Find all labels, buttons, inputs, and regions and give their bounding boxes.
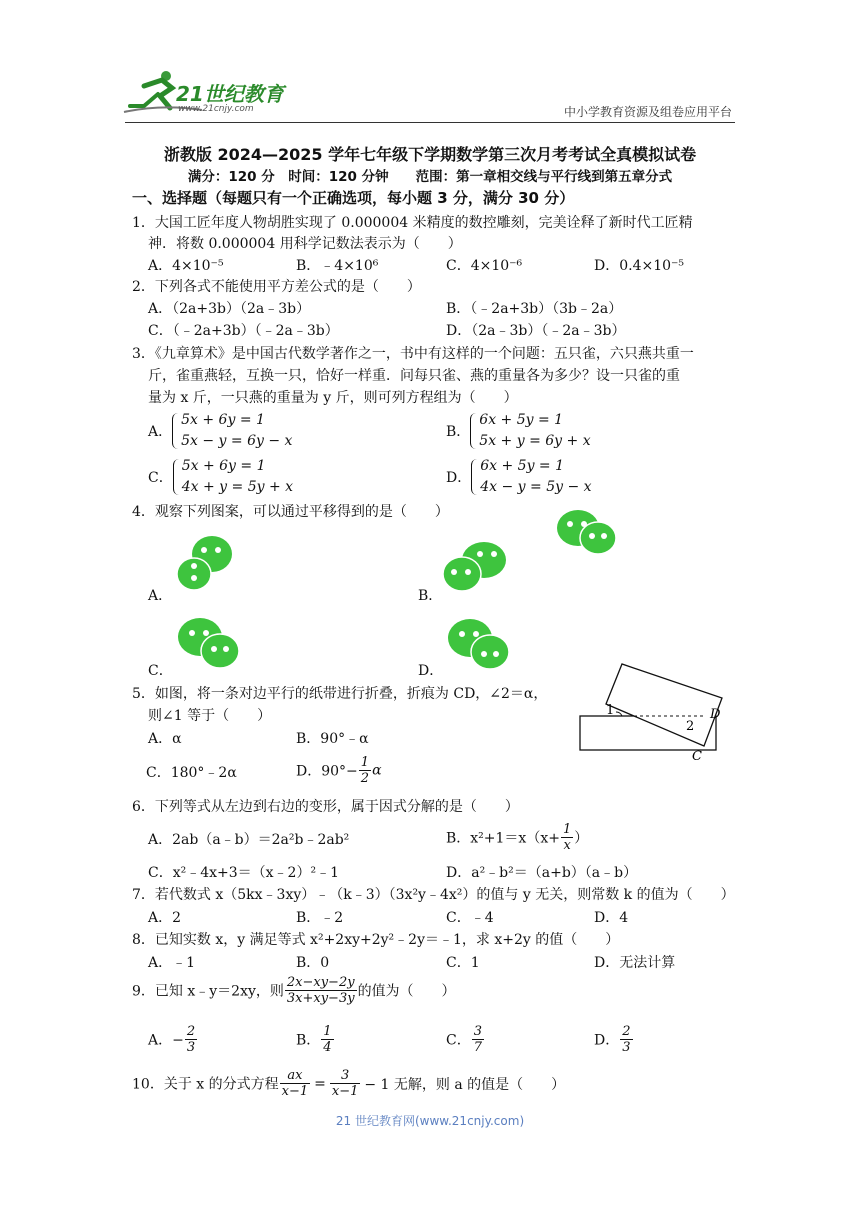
q2-option-b[interactable]: B．（﹣2a+3b）（3b﹣2a）	[446, 301, 623, 317]
logo-text: 21世纪教育	[176, 82, 284, 106]
q3-option-a[interactable]	[148, 410, 292, 452]
fraction	[330, 1068, 361, 1099]
q5-line2: 则∠1 等于（ ）	[148, 708, 272, 724]
folded-strip-figure	[576, 660, 726, 764]
fraction	[472, 1024, 484, 1055]
fraction	[359, 755, 371, 786]
q2-option-d[interactable]: D．（2a﹣3b）（﹣2a﹣3b）	[446, 323, 626, 339]
q6-option-c[interactable]: C．x²﹣4x+3＝（x﹣2）²﹣1	[148, 865, 339, 881]
frac-num: ax	[280, 1068, 311, 1084]
q2-option-a[interactable]: A．（2a+3b）（2a﹣3b）	[148, 301, 311, 317]
fig-label-2: 2	[686, 719, 695, 734]
chat-bubble-icon	[580, 522, 616, 554]
q9-option-a[interactable]	[148, 1024, 198, 1055]
q9-a-prefix: A．−	[148, 1032, 184, 1049]
frac-num: 1	[562, 822, 572, 837]
q8-stem: 8．已知实数 x，y 满足等式 x²+2xy+2y²﹣2y＝﹣1，求 x+2y 的值（ ）	[132, 932, 620, 948]
q9-prefix: 9．已知 x﹣y＝2xy，则	[132, 983, 284, 1000]
q5-d-prefix: D．90°−	[296, 763, 358, 780]
q1-line1: 1．大国工匠年度人物胡胜实现了 0.000004 米精度的数控雕刻，完美诠释了新时代工匠精	[132, 215, 693, 231]
q8-option-d[interactable]: D．无法计算	[594, 955, 676, 971]
frac-num: 1	[360, 755, 370, 770]
fraction	[280, 1068, 311, 1099]
q5-line1: 5．如图，将一条对边平行的纸带进行折叠，折痕为 CD，∠2＝α，	[132, 686, 548, 702]
eq-c2: 4x + y = 5y + x	[181, 479, 294, 495]
q1-option-d[interactable]: D．0.4×10⁻⁵	[594, 258, 685, 274]
q4-option-d-label[interactable]: D．	[418, 663, 444, 679]
q3-a-label: A．	[148, 424, 173, 440]
q6-b-prefix: B．x²+1＝x（x+	[446, 830, 560, 847]
q9-stem	[132, 975, 456, 1006]
q1-option-c[interactable]: C．4×10⁻⁶	[446, 258, 523, 274]
frac-num: 3	[330, 1068, 361, 1084]
q7-option-c[interactable]: C．﹣4	[446, 910, 494, 926]
equals-sign: =	[314, 1075, 326, 1092]
q10-prefix: 10．关于 x 的分式方程	[132, 1076, 279, 1093]
q9-c-prefix: C．	[446, 1032, 471, 1049]
q7-option-a[interactable]: A．2	[148, 910, 182, 926]
q4-option-a-image[interactable]	[174, 530, 236, 596]
q6-option-a[interactable]: A．2ab（a﹣b）＝2a²b﹣2ab²	[148, 832, 350, 848]
frac-den: x−1	[281, 1084, 309, 1099]
q7-option-d[interactable]: D．4	[594, 910, 629, 926]
site-logo	[122, 66, 292, 118]
q7-stem: 7．若代数式 x（5kx﹣3xy）﹣（k﹣3）（3x²y﹣4x²）的值与 y 无关，则常数 k 的值为（ ）	[132, 887, 735, 903]
q3-b-label: B．	[446, 424, 471, 440]
fig-label-D: D	[710, 707, 721, 722]
frac-num: 2	[622, 1024, 631, 1039]
fraction	[561, 822, 573, 853]
frac-den: 7	[473, 1040, 482, 1055]
q6-b-suffix: ）	[574, 830, 589, 847]
q10-suffix: − 1 无解，则 a 的值是（ ）	[364, 1076, 566, 1093]
exam-title: 浙教版 2024—2025 学年七年级下学期数学第三次月考考试全真模拟试卷	[163, 145, 697, 164]
q9-option-c[interactable]	[446, 1024, 485, 1055]
q2-stem: 2．下列各式不能使用平方差公式的是（ ）	[132, 279, 421, 295]
exam-subtitle: 满分：120 分 时间：120 分钟 范围：第一章相交线与平行线到第五章分式	[187, 169, 673, 185]
q3-c-label: C．	[148, 470, 173, 486]
chat-bubble-icon	[471, 635, 509, 669]
chat-bubble-icon	[177, 558, 211, 590]
q5-option-d[interactable]	[296, 755, 382, 786]
eq-d1: 6x + 5y = 1	[480, 458, 565, 474]
q3-option-b[interactable]	[446, 410, 591, 452]
frac-num: 2x−xy−2y	[286, 975, 355, 990]
q9-option-b[interactable]	[296, 1024, 335, 1055]
fraction	[620, 1024, 632, 1055]
q6-option-b[interactable]	[446, 822, 588, 853]
q3-d-label: D．	[446, 470, 472, 486]
q3-option-d[interactable]	[446, 456, 592, 498]
fraction	[185, 1024, 197, 1055]
frac-num: 3	[473, 1024, 482, 1039]
eq-b1: 6x + 5y = 1	[479, 412, 564, 428]
q4-option-b-image[interactable]	[440, 540, 510, 596]
q1-option-a[interactable]: A．4×10⁻⁵	[148, 258, 224, 274]
q6-stem: 6．下列等式从左边到右边的变形，属于因式分解的是（ ）	[132, 799, 519, 815]
q3-option-c[interactable]	[148, 456, 293, 498]
q9-option-d[interactable]	[594, 1024, 634, 1055]
fraction	[321, 1024, 333, 1055]
q4-option-c-label[interactable]: C．	[148, 663, 173, 679]
q9-suffix: 的值为（ ）	[357, 983, 456, 1000]
q8-option-b[interactable]: B．0	[296, 955, 330, 971]
frac-den: 3	[186, 1040, 196, 1055]
logo-url: www.21cnjy.com	[178, 104, 254, 114]
q5-d-suffix: α	[372, 762, 382, 779]
frac-num: 1	[323, 1024, 332, 1039]
q5-option-c[interactable]: C．180°﹣2α	[146, 765, 237, 781]
platform-label: 中小学教育资源及组卷应用平台	[563, 105, 732, 119]
frac-den: x−1	[331, 1084, 359, 1099]
q4-stem: 4．观察下列图案，可以通过平移得到的是（ ）	[132, 504, 449, 520]
q7-option-b[interactable]: B．﹣2	[296, 910, 344, 926]
equation-system-d	[471, 456, 591, 498]
q3-line1: 3．《九章算术》是中国古代数学著作之一，书中有这样的一个问题：五只雀，六只燕共重一	[132, 346, 694, 362]
q6-option-d[interactable]: D．a²﹣b²＝（a+b）（a﹣b）	[446, 865, 638, 881]
q1-line2: 神．将数 0.000004 用科学记数法表示为（ ）	[148, 236, 462, 252]
eq-b2: 5x + y = 6y + x	[479, 433, 591, 449]
q9-d-prefix: D．	[594, 1032, 620, 1049]
frac-den: 3	[622, 1040, 631, 1055]
q5-option-b[interactable]: B．90°﹣α	[296, 731, 369, 747]
q4-option-a-label[interactable]: A．	[148, 588, 173, 604]
q1-option-b[interactable]: B．﹣4×10⁶	[296, 258, 379, 274]
q8-option-c[interactable]: C．1	[446, 955, 480, 971]
frac-den: x	[563, 838, 571, 853]
q3-line3: 量为 x 斤，一只燕的重量为 y 斤，则可列方程组为（ ）	[148, 390, 518, 406]
frac-den: 3x+xy−3y	[286, 991, 355, 1006]
q10-stem	[132, 1068, 565, 1099]
q4-option-b-image-top	[554, 508, 620, 558]
fraction	[285, 975, 357, 1006]
frac-num: 2	[186, 1024, 196, 1039]
frac-den: 2	[360, 771, 370, 786]
q4-option-b-label[interactable]: B．	[418, 588, 443, 604]
q5-option-a[interactable]: A．α	[148, 731, 182, 747]
frac-den: 4	[323, 1040, 332, 1055]
equation-system-c	[173, 456, 293, 498]
fig-label-1: 1	[606, 703, 615, 718]
equation-system-b	[470, 410, 590, 452]
q4-option-c-image[interactable]	[174, 615, 242, 671]
q4-option-d-image[interactable]	[444, 616, 512, 672]
q8-option-a[interactable]: A．﹣1	[148, 955, 196, 971]
q2-option-c[interactable]: C．（﹣2a+3b）（﹣2a﹣3b）	[148, 323, 339, 339]
eq-c1: 5x + 6y = 1	[181, 458, 266, 474]
eq-a2: 5x − y = 6y − x	[181, 433, 293, 449]
eq-d2: 4x − y = 5y − x	[480, 479, 592, 495]
section-heading: 一、选择题（每题只有一个正确选项，每小题 3 分，满分 30 分）	[132, 189, 575, 207]
page-footer[interactable]: 21 世纪教育网(www.21cnjy.com)	[335, 1114, 525, 1128]
chat-bubble-icon	[443, 557, 481, 591]
eq-a1: 5x + 6y = 1	[181, 412, 265, 428]
equation-system-a	[172, 410, 292, 452]
fig-label-C: C	[692, 749, 702, 764]
header-divider	[125, 122, 735, 123]
q3-line2: 斤，雀重燕轻，互换一只，恰好一样重．问每只雀、燕的重量各为多少？设一只雀的重	[148, 368, 680, 384]
q9-b-prefix: B．	[296, 1032, 321, 1049]
chat-bubble-icon	[201, 634, 239, 668]
